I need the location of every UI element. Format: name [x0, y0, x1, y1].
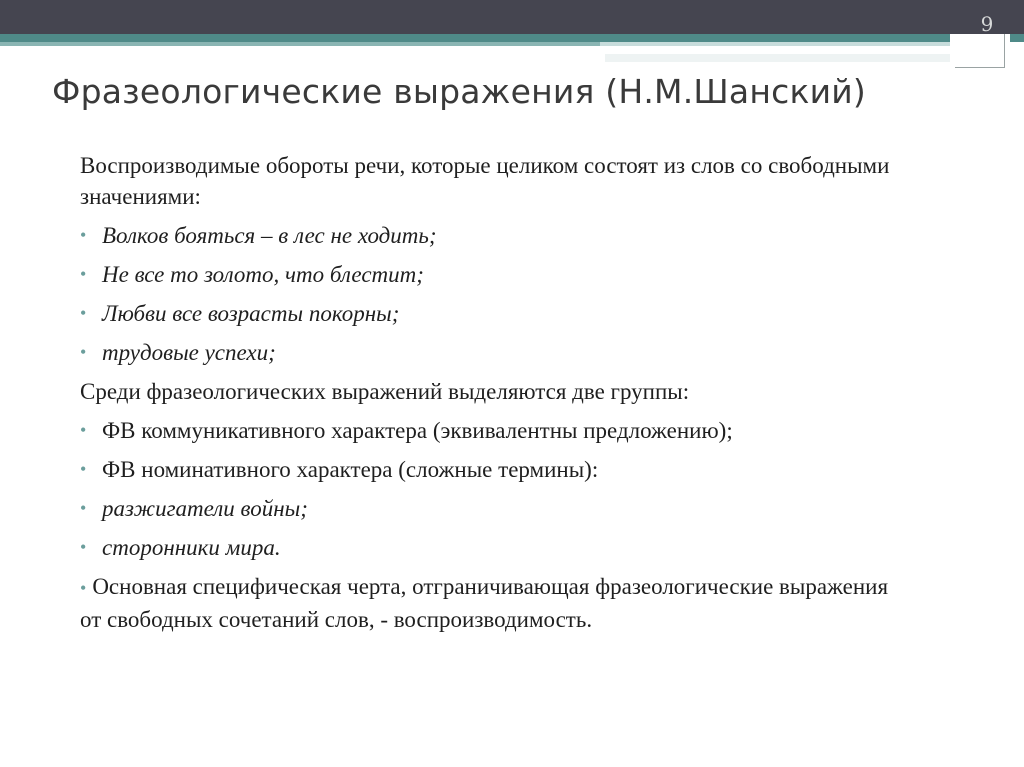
list-item — [80, 493, 910, 524]
example-text: разжигатели войны; — [102, 496, 308, 521]
header-band-teal — [0, 34, 1024, 42]
intro-paragraph: Воспроизводимые обороты речи, которые целиком состоят из слов со свободными значениями: — [80, 153, 890, 209]
bullet-icon: • — [80, 498, 87, 518]
list-item — [80, 337, 910, 368]
example-text: Не все то золото, что блестит; — [102, 262, 424, 287]
header-band-dark — [0, 0, 1024, 34]
example-text: Любви все возрасты покорны; — [102, 301, 400, 326]
list-item — [80, 415, 910, 446]
header-band-right-thin — [605, 54, 950, 62]
example-text: сторонники мира. — [102, 535, 281, 560]
frame-line-vertical — [1004, 34, 1005, 68]
header-band-right-light — [600, 42, 950, 46]
bullet-icon: • — [80, 225, 87, 245]
bullet-icon: • — [80, 264, 87, 284]
group-text: ФВ номинативного характера (сложные термины): — [102, 457, 599, 482]
slide-title: Фразеологические выражения (Н.М.Шанский) — [52, 72, 866, 111]
bullet-icon: • — [80, 342, 87, 362]
group-text: ФВ коммуникативного характера (эквивалентны предложению); — [102, 418, 733, 443]
header-band-teal-light — [0, 42, 600, 46]
list-item — [80, 220, 910, 251]
bullet-icon: • — [80, 459, 87, 479]
slide-number: 9 — [980, 12, 994, 36]
bullet-icon: • — [80, 420, 87, 440]
bullet-icon: • — [80, 537, 87, 557]
groups-intro-paragraph: Среди фразеологических выражений выделяются две группы: — [80, 379, 690, 404]
list-item — [80, 454, 910, 485]
conclusion-text: Основная специфическая черта, отграничивающая фразеологические выражения от свободных сочетаний слов, - воспроизводимость. — [80, 574, 889, 632]
example-text: Волков бояться – в лес не ходить; — [102, 223, 437, 248]
header-band-stub — [950, 34, 1010, 64]
list-item — [80, 298, 910, 329]
slide-content — [80, 150, 910, 635]
conclusion-paragraph — [80, 571, 910, 635]
list-item — [80, 532, 910, 563]
bullet-icon: • — [80, 303, 87, 323]
list-item — [80, 259, 910, 290]
frame-line-horizontal — [955, 67, 1005, 68]
bullet-icon: • — [80, 578, 87, 598]
example-text: трудовые успехи; — [102, 340, 276, 365]
